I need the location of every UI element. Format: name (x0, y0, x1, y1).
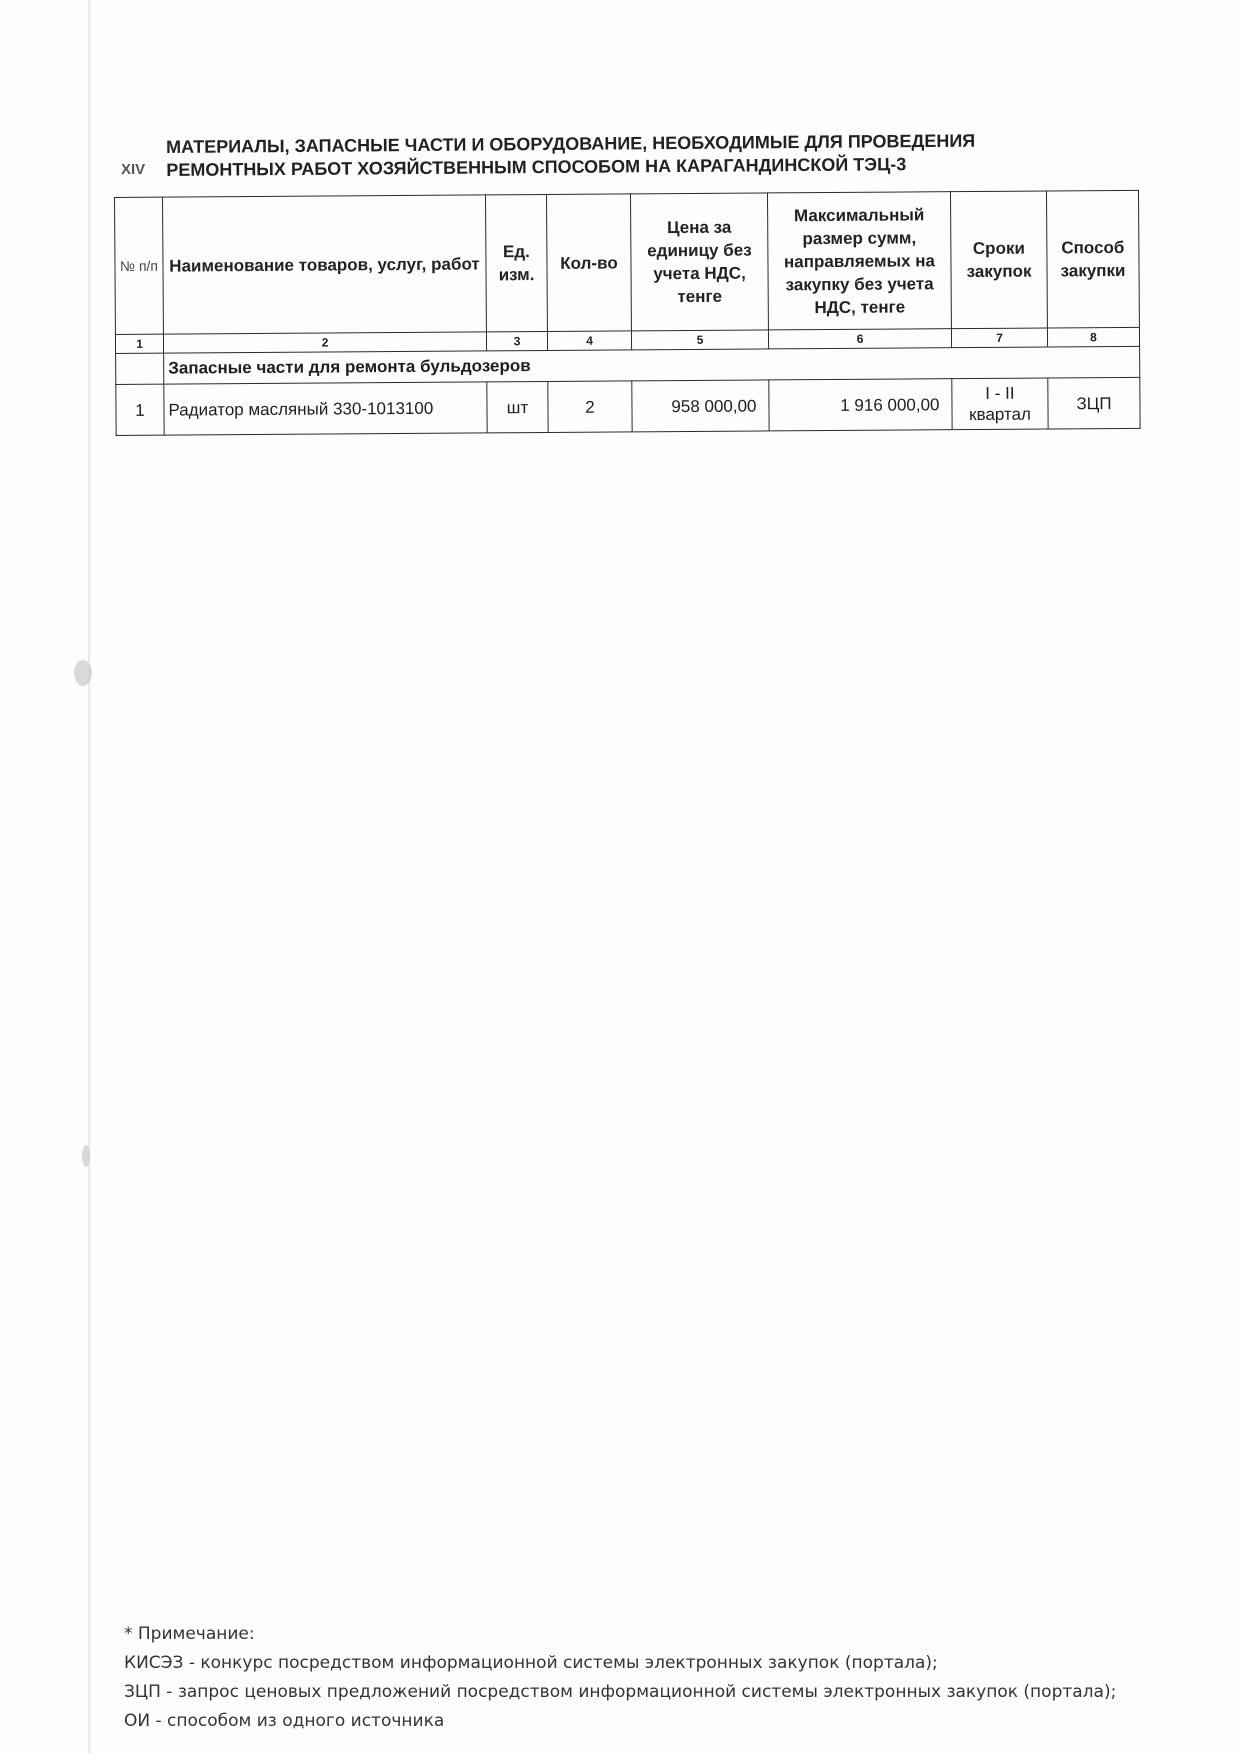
column-index-cell: 2 (163, 332, 486, 353)
header-cell-num: № п/п (115, 197, 164, 334)
cell-period-line: I - II (985, 383, 1015, 403)
footnote (124, 1620, 1116, 1736)
cell-num: 1 (116, 384, 164, 435)
column-index-cell: 3 (486, 331, 547, 350)
footnote-line: КИСЭЗ - конкурс посредством информационной системы электронных закупок (портала); (124, 1653, 938, 1673)
cell-period (952, 378, 1048, 430)
column-index-cell: 6 (768, 329, 951, 349)
cell-method: ЗЦП (1048, 377, 1140, 429)
footnote-title: * Примечание: (124, 1624, 255, 1644)
header-cell-unit: Ед. изм. (485, 194, 547, 331)
header-cell-name: Наименование товаров, услуг, работ (163, 195, 487, 334)
table-header-row (115, 190, 1140, 334)
section-title-line: РЕМОНТНЫХ РАБОТ ХОЗЯЙСТВЕННЫМ СПОСОБОМ НА КАРАГАНДИНСКОЙ ТЭЦ-3 (166, 154, 907, 180)
page-fold-line (88, 0, 91, 1753)
header-cell-period: Сроки закупок (950, 191, 1047, 329)
cell-max-sum: 1 916 000,00 (769, 379, 952, 431)
cell-name: Радиатор масляный 330-1013100 (164, 382, 487, 435)
cell-unit: шт (487, 381, 548, 432)
section-title-line: МАТЕРИАЛЫ, ЗАПАСНЫЕ ЧАСТИ И ОБОРУДОВАНИЕ, НЕОБХОДИМЫЕ ДЛЯ ПРОВЕДЕНИЯ (166, 130, 976, 157)
header-cell-method: Способ закупки (1046, 190, 1139, 328)
cell-price: 958 000,00 (632, 380, 769, 432)
header-cell-max-sum: Максимальный размер сумм, направляемых на закупку без учета НДС, тенге (767, 192, 951, 330)
cell-period-line: квартал (969, 404, 1031, 425)
cell-qty: 2 (548, 381, 632, 433)
table-row (116, 377, 1140, 435)
group-title: Запасные части для ремонта бульдозеров (164, 346, 1140, 384)
scan-smudge (74, 660, 92, 686)
procurement-table (114, 190, 1141, 436)
column-index-cell: 8 (1047, 327, 1139, 347)
section-title (166, 129, 1066, 182)
section-number: XIV (121, 161, 146, 178)
scan-smudge (82, 1145, 90, 1167)
header-cell-qty: Кол-во (546, 194, 631, 332)
group-row-empty-cell (116, 353, 164, 384)
column-index-cell: 1 (115, 334, 163, 353)
footnote-line: ОИ - способом из одного источника (124, 1711, 445, 1731)
column-index-cell: 7 (951, 328, 1047, 348)
footnote-line: ЗЦП - запрос ценовых предложений посредством информационной системы электронных закупок (портала); (124, 1682, 1117, 1702)
column-index-cell: 4 (547, 331, 631, 351)
header-cell-price: Цена за единицу без учета НДС, тенге (630, 193, 768, 331)
column-index-cell: 5 (631, 330, 768, 350)
